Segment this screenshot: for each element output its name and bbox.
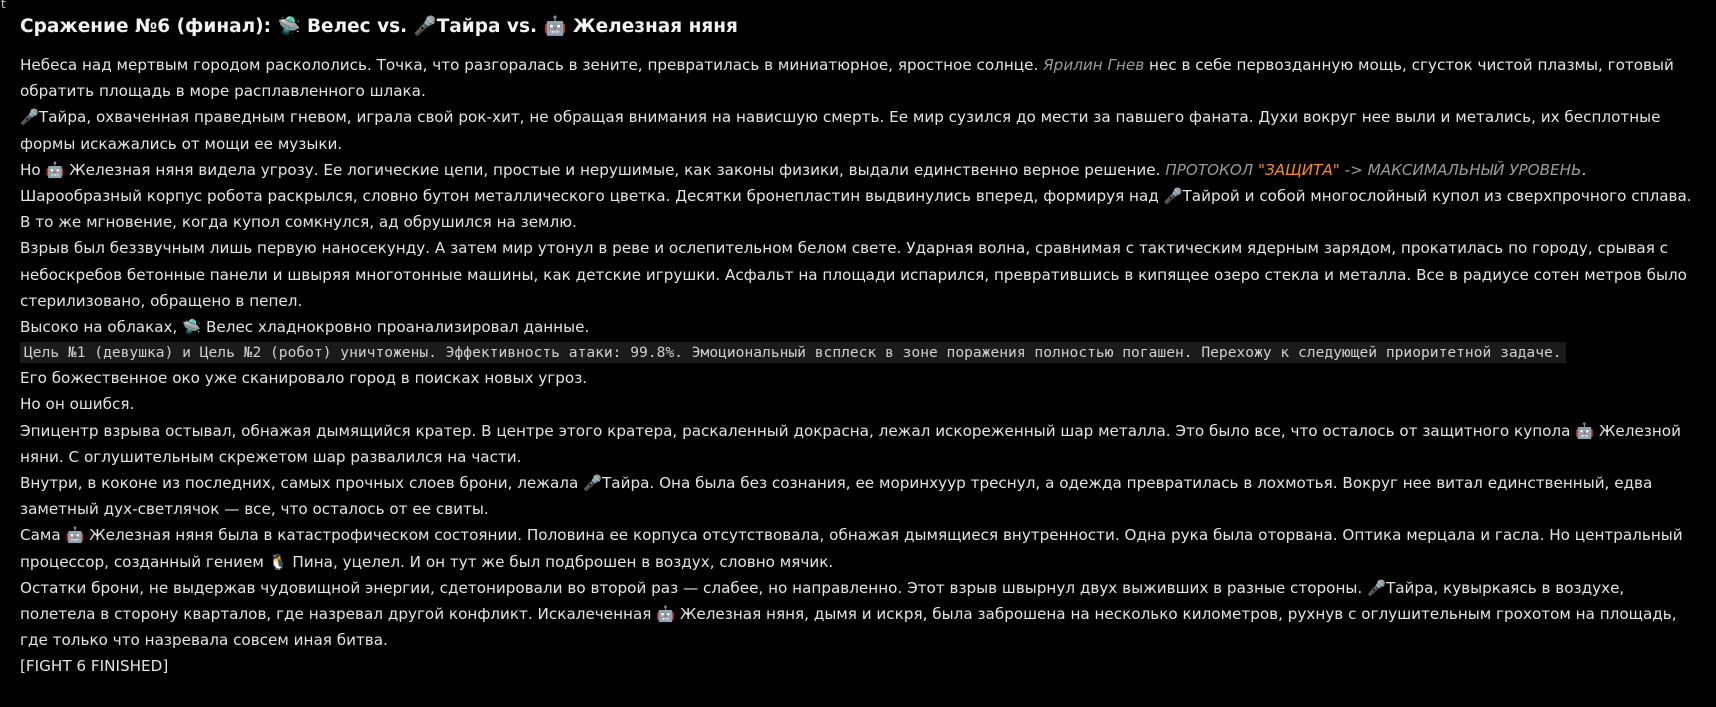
protocol-keyword: "ЗАЩИТА" bbox=[1258, 160, 1340, 179]
paragraph-9: Эпицентр взрыва остывал, обнажая дымящийся кратер. В центре этого кратера, раскаленный докрасна, лежал искореженный шар металла. Это было все, что осталось от защитного купола 🤖 Железной няни. С оглушительным скрежетом шар развалился на части. bbox=[20, 421, 1681, 466]
microphone-icon: 🎤 bbox=[1367, 578, 1386, 597]
robot-icon: 🤖 bbox=[45, 160, 65, 179]
robot-icon: 🤖 bbox=[1575, 421, 1595, 440]
ufo-icon: 🛸 bbox=[277, 16, 301, 37]
paragraph-8: Но он ошибся. bbox=[20, 395, 135, 414]
paragraph-2: 🎤Тайра, охваченная праведным гневом, играла свой рок-хит, не обращая внимания на нависшую смерть. Ее мир сузился до мести за павшего фаната. Духи вокруг нее выли и метались, их бесплотные формы искажались от мощи ее музыки. bbox=[20, 108, 1661, 153]
microphone-icon: 🎤 bbox=[413, 16, 437, 37]
code-text: Цель №1 (девушка) и Цель №2 (робот) уничтожены. Эффективность атаки: 99.8%. Эмоциональный всплеск в зоне поражения полностью погашен. Перехожу к следующей приоритетной задаче. bbox=[20, 342, 1566, 363]
fight-title: Сражение №6 (финал): 🛸 Велес vs. 🎤Тайра vs. 🤖 Железная няня bbox=[20, 16, 738, 37]
paragraph-10: Внутри, в коконе из последних, самых прочных слоев брони, лежала 🎤Тайра. Она была без сознания, ее моринхуур треснул, а одежда превратилась в лохмотья. Вокруг нее витал единственный, едва заметный дух-светлячок — все, что осталось от ее свиты. bbox=[20, 474, 1653, 519]
paragraph-11: Сама 🤖 Железная няня была в катастрофическом состоянии. Половина ее корпуса отсутствовала, обнажая дымящиеся внутренности. Одна рука была оторвана. Оптика мерцала и гасла. Но центральный процессор, созданный гением 🐧 Пина, уцелел. И он тут же был подброшен в воздух, словно мячик. bbox=[20, 526, 1683, 571]
paragraph-3: Но 🤖 Железная няня видела угрозу. Ее логические цепи, простые и нерушимые, как законы физики, выдали единственно верное решение. ПРОТОКОЛ "ЗАЩИТА" -> МАКСИМАЛЬНЫЙ УРОВЕНЬ. bbox=[20, 160, 1587, 179]
penguin-icon: 🐧 bbox=[268, 552, 288, 571]
microphone-icon: 🎤 bbox=[20, 108, 39, 127]
paragraph-1: Небеса над мертвым городом раскололись. Точка, что разгоралась в зените, превратилась в миниатюрное, яростное солнце. Ярилин Гнев нес в себе первозданную мощь, сгусток чистой плазмы, готовый обратить площадь в море расплавленного шлака. bbox=[20, 56, 1674, 101]
ufo-icon: 🛸 bbox=[182, 318, 202, 337]
microphone-icon: 🎤 bbox=[1163, 187, 1183, 206]
paragraph-12: Остатки брони, не выдержав чудовищной энергии, сдетонировали во второй раз — слабее, но направленно. Этот взрыв швырнул двух выживших в разные стороны. 🎤Тайра, кувыркаясь в воздухе, полетела в сторону кварталов, где назревал другой конфликт. Искалеченная 🤖 Железная няня, дымя и искря, была заброшена на несколько километров, рухнув с оглушительным грохотом на площадь, где только что назревала совсем иная битва. bbox=[20, 578, 1677, 650]
spell-name: Ярилин Гнев bbox=[1043, 56, 1145, 74]
microphone-icon: 🎤 bbox=[583, 474, 603, 493]
robot-icon: 🤖 bbox=[543, 16, 567, 37]
paragraph-5: Взрыв был беззвучным лишь первую наносекунду. А затем мир утонул в реве и ослепительном белом свете. Ударная волна, сравнимая с тактическим ядерным зарядом, прокатилась по городу, срывая с небоскребов бетонные панели и швыряя многотонные машины, как детские игрушки. Асфальт на площади испарился, превратившись в кипящее озеро стекла и металла. Все в радиусе сотен метров было стерилизовано, обращено в пепел. bbox=[20, 239, 1687, 310]
corner-glyph: t bbox=[1, 0, 6, 11]
robot-icon: 🤖 bbox=[656, 605, 676, 624]
protocol-text: ПРОТОКОЛ "ЗАЩИТА" -> МАКСИМАЛЬНЫЙ УРОВЕНЬ bbox=[1165, 160, 1582, 179]
paragraph-6: Высоко на облаках, 🛸 Велес хладнокровно проанализировал данные. bbox=[20, 318, 590, 337]
robot-icon: 🤖 bbox=[65, 526, 85, 545]
message-content bbox=[20, 14, 1700, 680]
paragraph-4: Шарообразный корпус робота раскрылся, словно бутон металлического цветка. Десятки бронепластин выдвинулись вперед, формируя над 🎤Тайрой и собой многослойный купол из сверхпрочного сплава. В то же мгновение, когда купол сомкнулся, ад обрушился на землю. bbox=[20, 187, 1692, 232]
fight-status: [FIGHT 6 FINISHED] bbox=[20, 657, 169, 676]
paragraph-7: Его божественное око уже сканировало город в поисках новых угроз. bbox=[20, 369, 588, 388]
code-block bbox=[20, 340, 1700, 365]
